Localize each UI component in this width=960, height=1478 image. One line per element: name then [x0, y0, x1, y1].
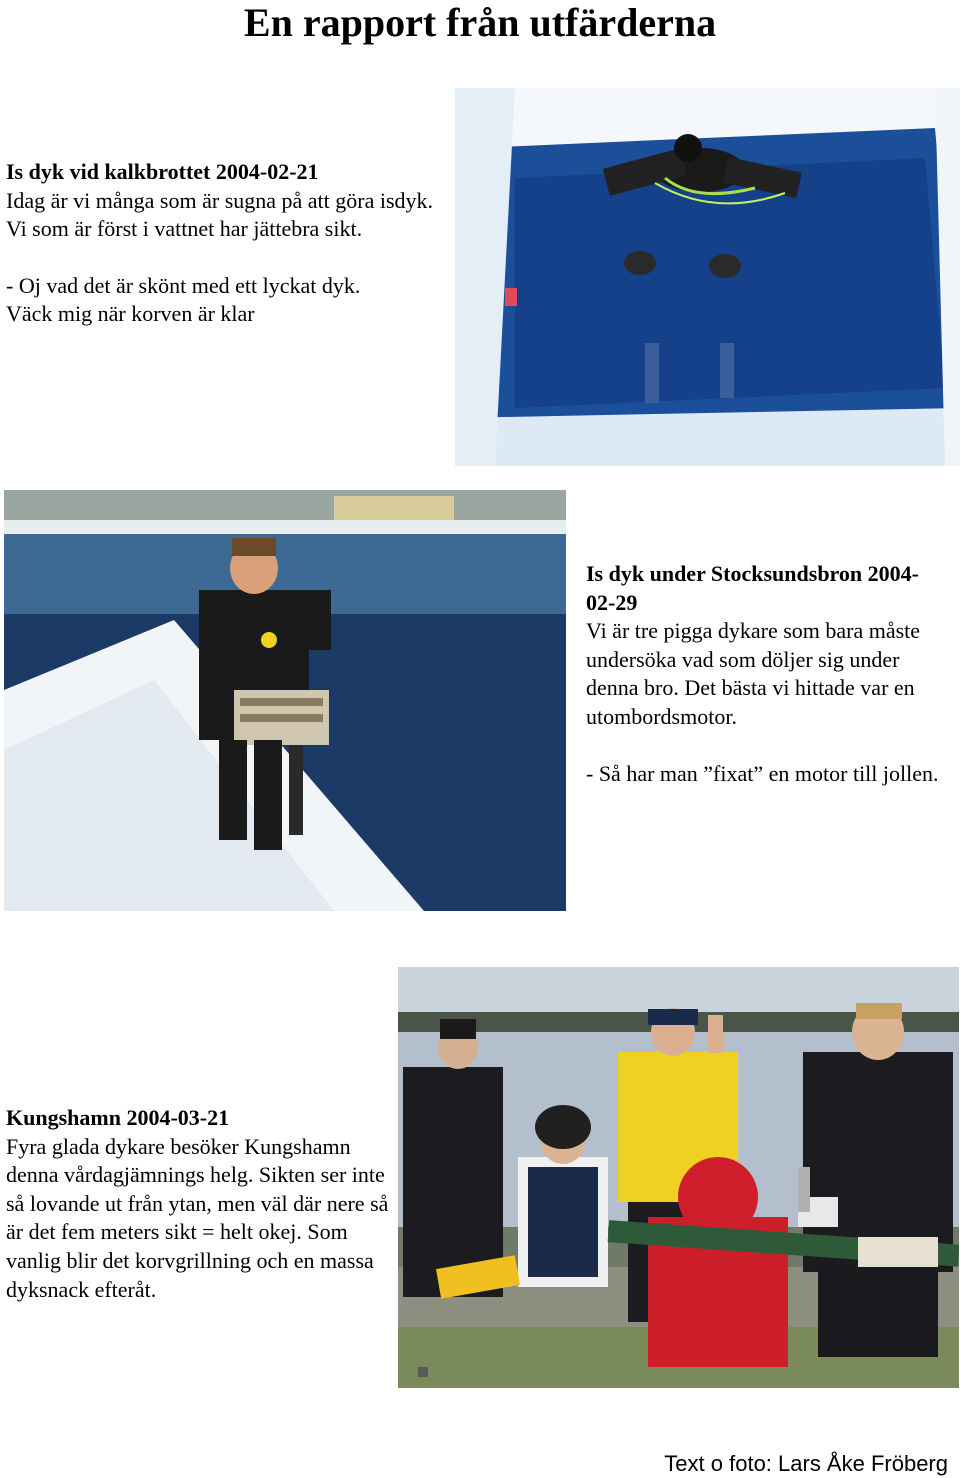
- paragraph: - Oj vad det är skönt med ett lyckat dyk.: [6, 272, 361, 298]
- paragraph: Idag är vi många som är sugna på att göra isdyk.: [6, 187, 434, 213]
- paragraph: Fyra glada dykare besöker Kungshamn denna vårdagjämnings helg. Sikten ser inte så lovande ut från ytan, men väl där nere så är det fem meters sikt = helt okej. Som vanlig blir det korvgrillning och en massa dyksnack efteråt.: [6, 1133, 389, 1302]
- paragraph: - Så har man ”fixat” en motor till jollen.: [586, 760, 939, 786]
- spacer: [586, 732, 946, 760]
- outboard-motor-photo: [4, 490, 566, 911]
- section-kungshamn: [6, 1104, 391, 1304]
- spacer: [6, 244, 446, 272]
- section-heading: Is dyk under Stocksundsbron 2004-02-29: [586, 561, 919, 615]
- paragraph: Vi som är först i vattnet har jättebra sikt.: [6, 216, 363, 242]
- page-title: En rapport från utfärderna: [243, 0, 717, 45]
- ice-dive-photo: [455, 88, 960, 466]
- section-ice-dive-stocksundsbron: [586, 560, 946, 788]
- photo-credit: Text o foto: Lars Åke Fröberg: [664, 1451, 948, 1476]
- kungshamn-group-photo: [398, 967, 959, 1388]
- section-heading: Is dyk vid kalkbrottet 2004-02-21: [6, 159, 319, 184]
- section-ice-dive-kalkbrottet: [6, 158, 446, 329]
- paragraph: Vi är tre pigga dykare som bara måste undersöka vad som döljer sig under denna bro. Det bästa vi hittade var en utombordsmotor.: [586, 618, 921, 729]
- paragraph: Väck mig när korven är klar: [6, 301, 255, 327]
- section-heading: Kungshamn 2004-03-21: [6, 1105, 230, 1130]
